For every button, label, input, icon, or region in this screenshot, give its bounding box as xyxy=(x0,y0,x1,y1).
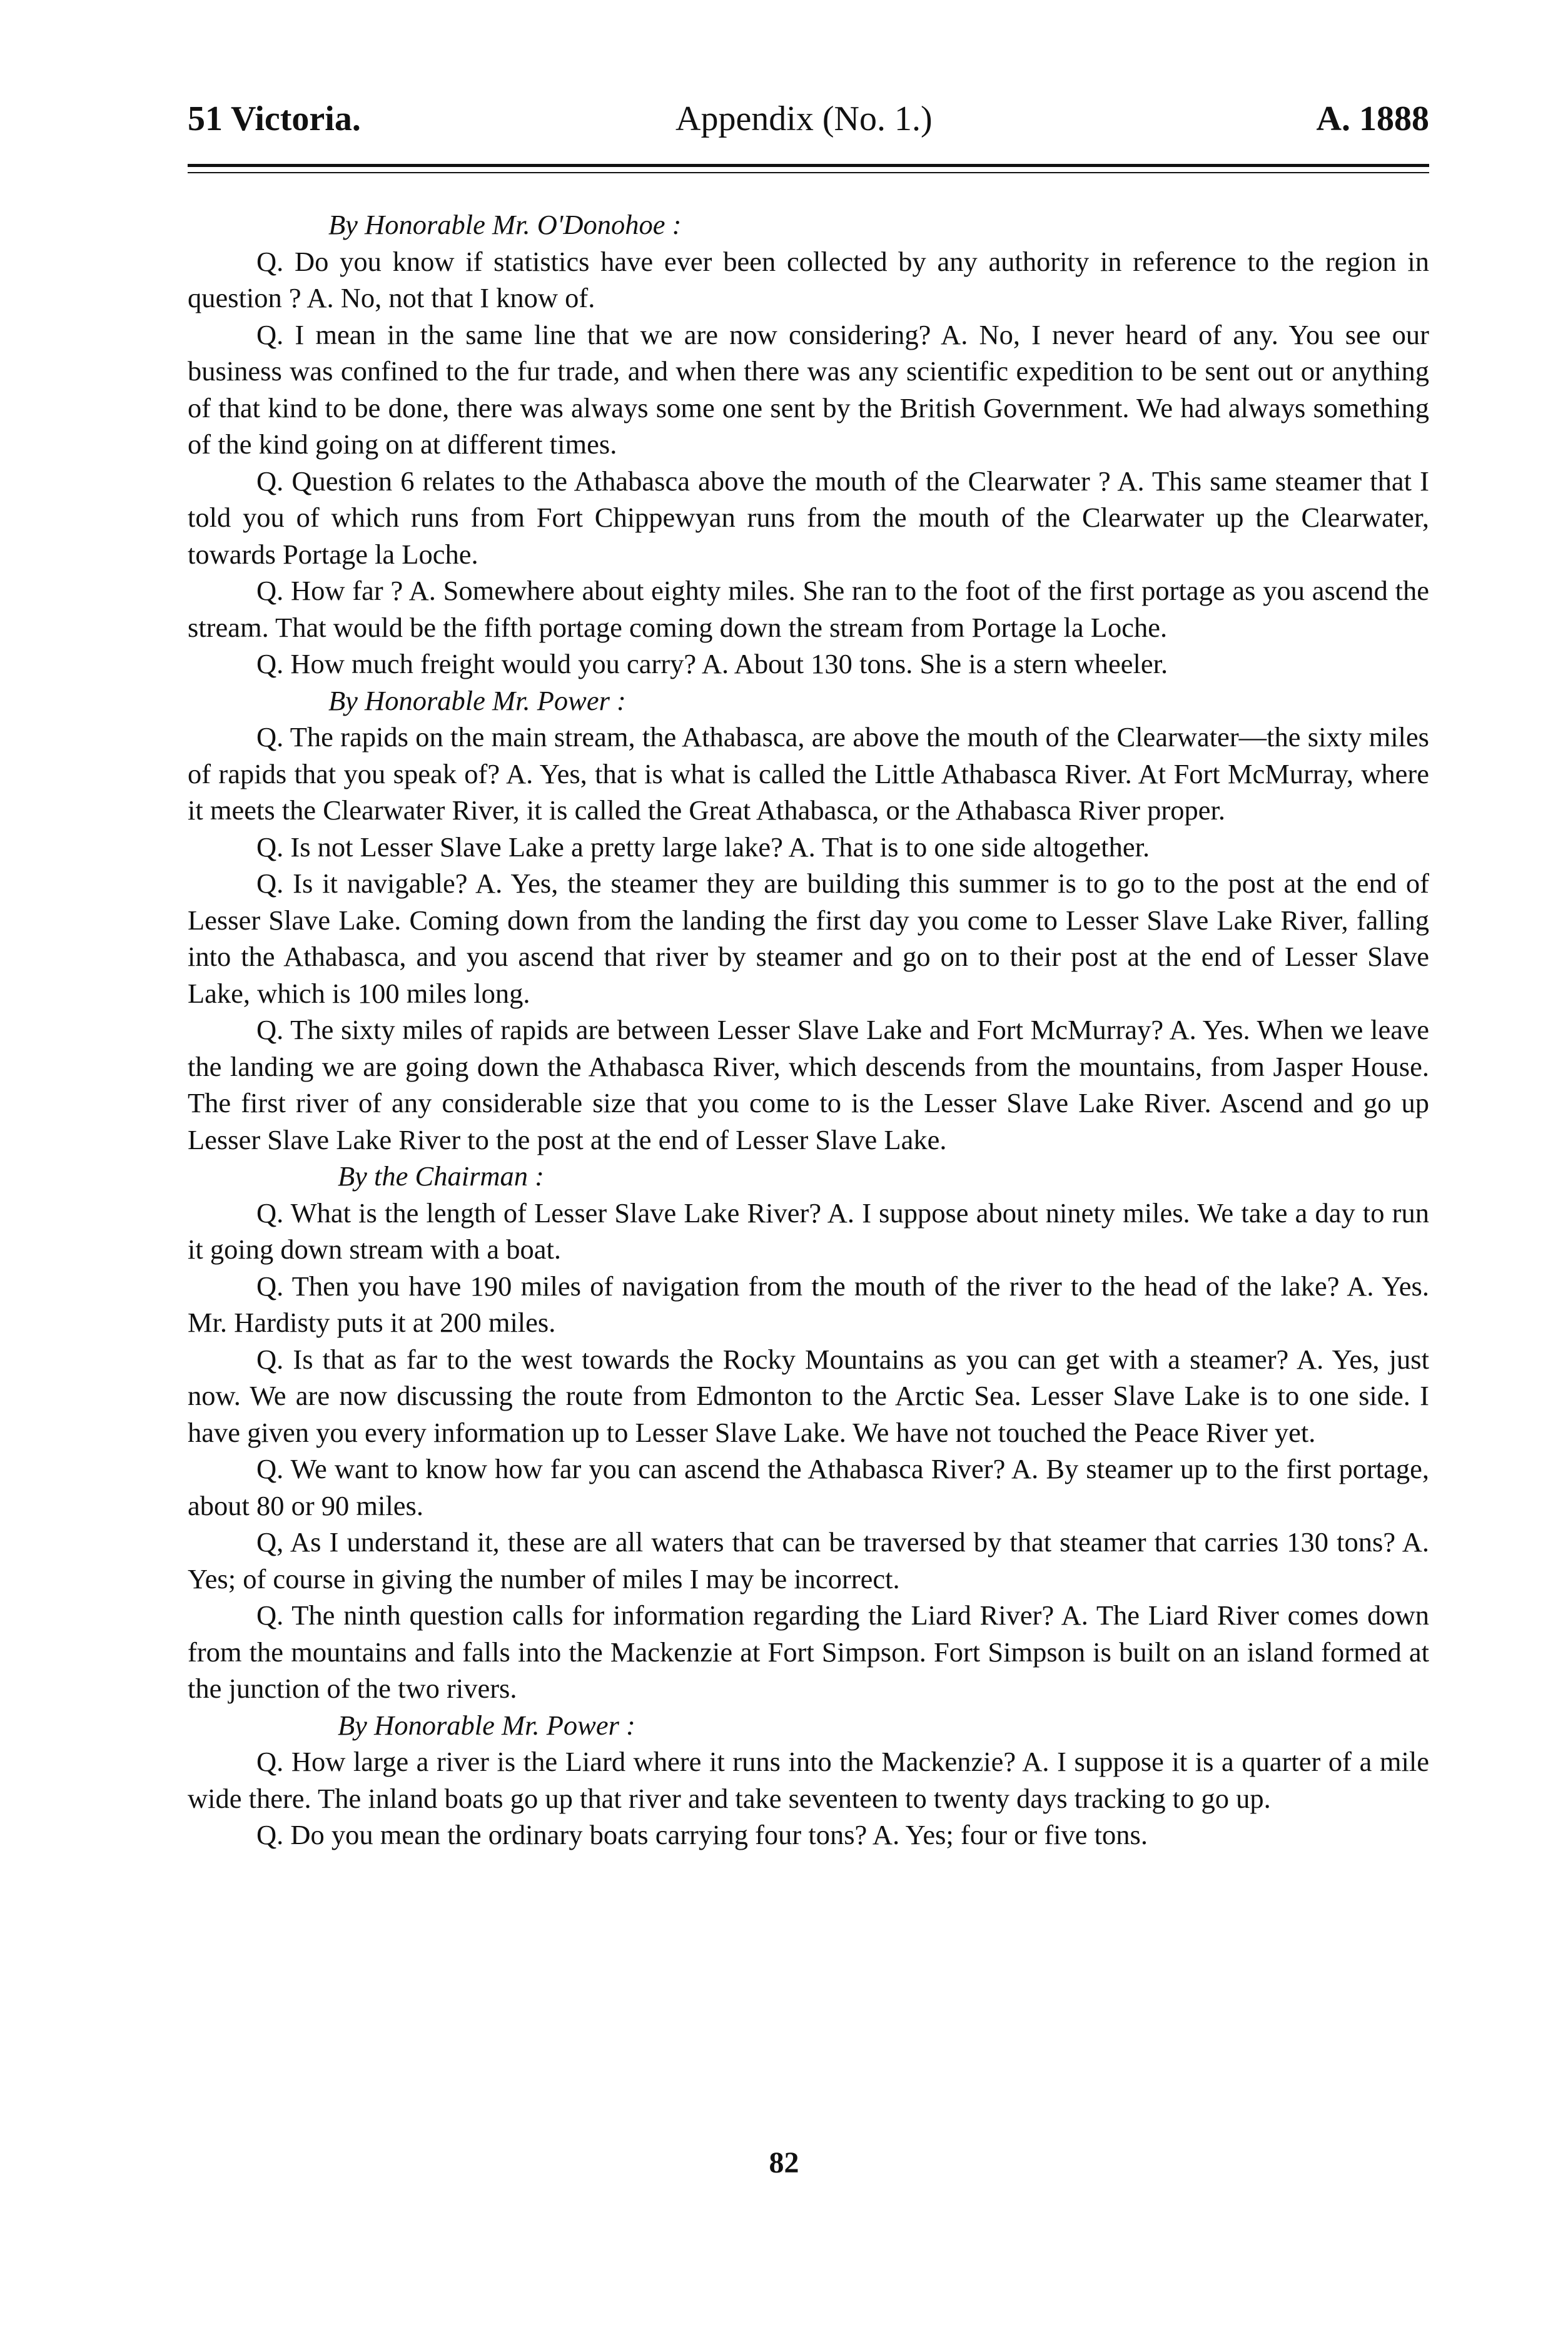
paragraph: Q. The sixty miles of rapids are between Lesser Slave Lake and Fort McMurray? A. Yes. When we leave the landing we are going down the Athabasca River, which descends from the mountains, from Jasper House. The first river of any considerable size that you come to is the Lesser Slave Lake River. Ascend and go up Lesser Slave Lake River to the post at the end of Lesser Slave Lake. xyxy=(188,1014,1429,1155)
paragraph: Q. Is it navigable? A. Yes, the steamer they are building this summer is to go to the post at the end of Lesser Slave Lake. Coming down from the landing the first day you come to Lesser Slave Lake River, falling into the Athabasca, and you ascend that river by steamer and go on to their post at the end of Lesser Slave Lake, which is 100 miles long. xyxy=(188,868,1429,1009)
header-right: A. 1888 xyxy=(1316,99,1429,138)
paragraph: Q. Is not Lesser Slave Lake a pretty large lake? A. That is to one side altogether. xyxy=(256,831,1150,863)
speaker-heading: By the Chairman : xyxy=(338,1160,544,1192)
paragraph: Q. The ninth question calls for information regarding the Liard River? A. The Liard River comes down from the mountains and falls into the Mackenzie at Fort Simpson. Fort Simpson is built on an island formed at the junction of the two rivers. xyxy=(188,1599,1429,1704)
header-rule-thin xyxy=(188,172,1429,173)
paragraph: Q. How far ? A. Somewhere about eighty miles. She ran to the foot of the first portage as you ascend the stream. That would be the fifth portage coming down the stream from Portage la Loche. xyxy=(188,575,1429,643)
speaker-heading: By Honorable Mr. O'Donohoe : xyxy=(328,209,682,240)
paragraph: Q. The rapids on the main stream, the Athabasca, are above the mouth of the Clearwater—the sixty miles of rapids that you speak of? A. Yes, that is what is called the Little Athabasca River. At Fort McMurray, where it meets the Clearwater River, it is called the Great Athabasca, or the Athabasca River proper. xyxy=(188,721,1429,826)
paragraph: Q, As I understand it, these are all waters that can be traversed by that steamer that carries 130 tons? A. Yes; of course in giving the number of miles I may be incorrect. xyxy=(188,1526,1429,1594)
speaker-heading: By Honorable Mr. Power : xyxy=(338,1709,635,1741)
paragraph: Q. Then you have 190 miles of navigation from the mouth of the river to the head of the lake? A. Yes. Mr. Hardisty puts it at 200 miles. xyxy=(188,1270,1429,1338)
paragraph: Q. Question 6 relates to the Athabasca above the mouth of the Clearwater ? A. This same steamer that I told you of which runs from Fort Chippewyan runs from the mouth of the Clearwater up the Clearwater, towards Portage la Loche. xyxy=(188,465,1429,570)
speaker-heading: By Honorable Mr. Power : xyxy=(328,684,626,716)
header-center: Appendix (No. 1.) xyxy=(675,99,933,138)
page-number: 82 xyxy=(769,2146,799,2179)
paragraph: Q. How much freight would you carry? A. About 130 tons. She is a stern wheeler. xyxy=(256,648,1168,679)
paragraph: Q. Do you know if statistics have ever been collected by any authority in reference to the region in question ? A. No, not that I know of. xyxy=(188,245,1429,313)
running-header xyxy=(188,94,1429,144)
paragraph: Q. I mean in the same line that we are now considering? A. No, I never heard of any. You see our business was confined to the fur trade, and when there was any scientific expedition to be sent out or anything of that kind to be done, there was always some one sent by the British Government. We had always something of the kind going on at different times. xyxy=(188,318,1429,460)
header-rule-thick xyxy=(188,164,1429,167)
body-text xyxy=(188,206,1429,1853)
paragraph: Q. We want to know how far you can ascend the Athabasca River? A. By steamer up to the first portage, about 80 or 90 miles. xyxy=(188,1453,1429,1521)
header-left: 51 Victoria. xyxy=(188,99,361,138)
paragraph: Q. How large a river is the Liard where it runs into the Mackenzie? A. I suppose it is a quarter of a mile wide there. The inland boats go up that river and take seventeen to twenty days tracking to go up. xyxy=(188,1746,1429,1814)
paragraph: Q. Do you mean the ordinary boats carrying four tons? A. Yes; four or five tons. xyxy=(256,1819,1148,1850)
paragraph: Q. What is the length of Lesser Slave Lake River? A. I suppose about ninety miles. We take a day to run it going down stream with a boat. xyxy=(188,1197,1429,1265)
paragraph: Q. Is that as far to the west towards the Rocky Mountains as you can get with a steamer? A. Yes, just now. We are now discussing the route from Edmonton to the Arctic Sea. Lesser Slave Lake is to one side. I have given you every information up to Lesser Slave Lake. We have not touched the Peace River yet. xyxy=(188,1343,1429,1448)
